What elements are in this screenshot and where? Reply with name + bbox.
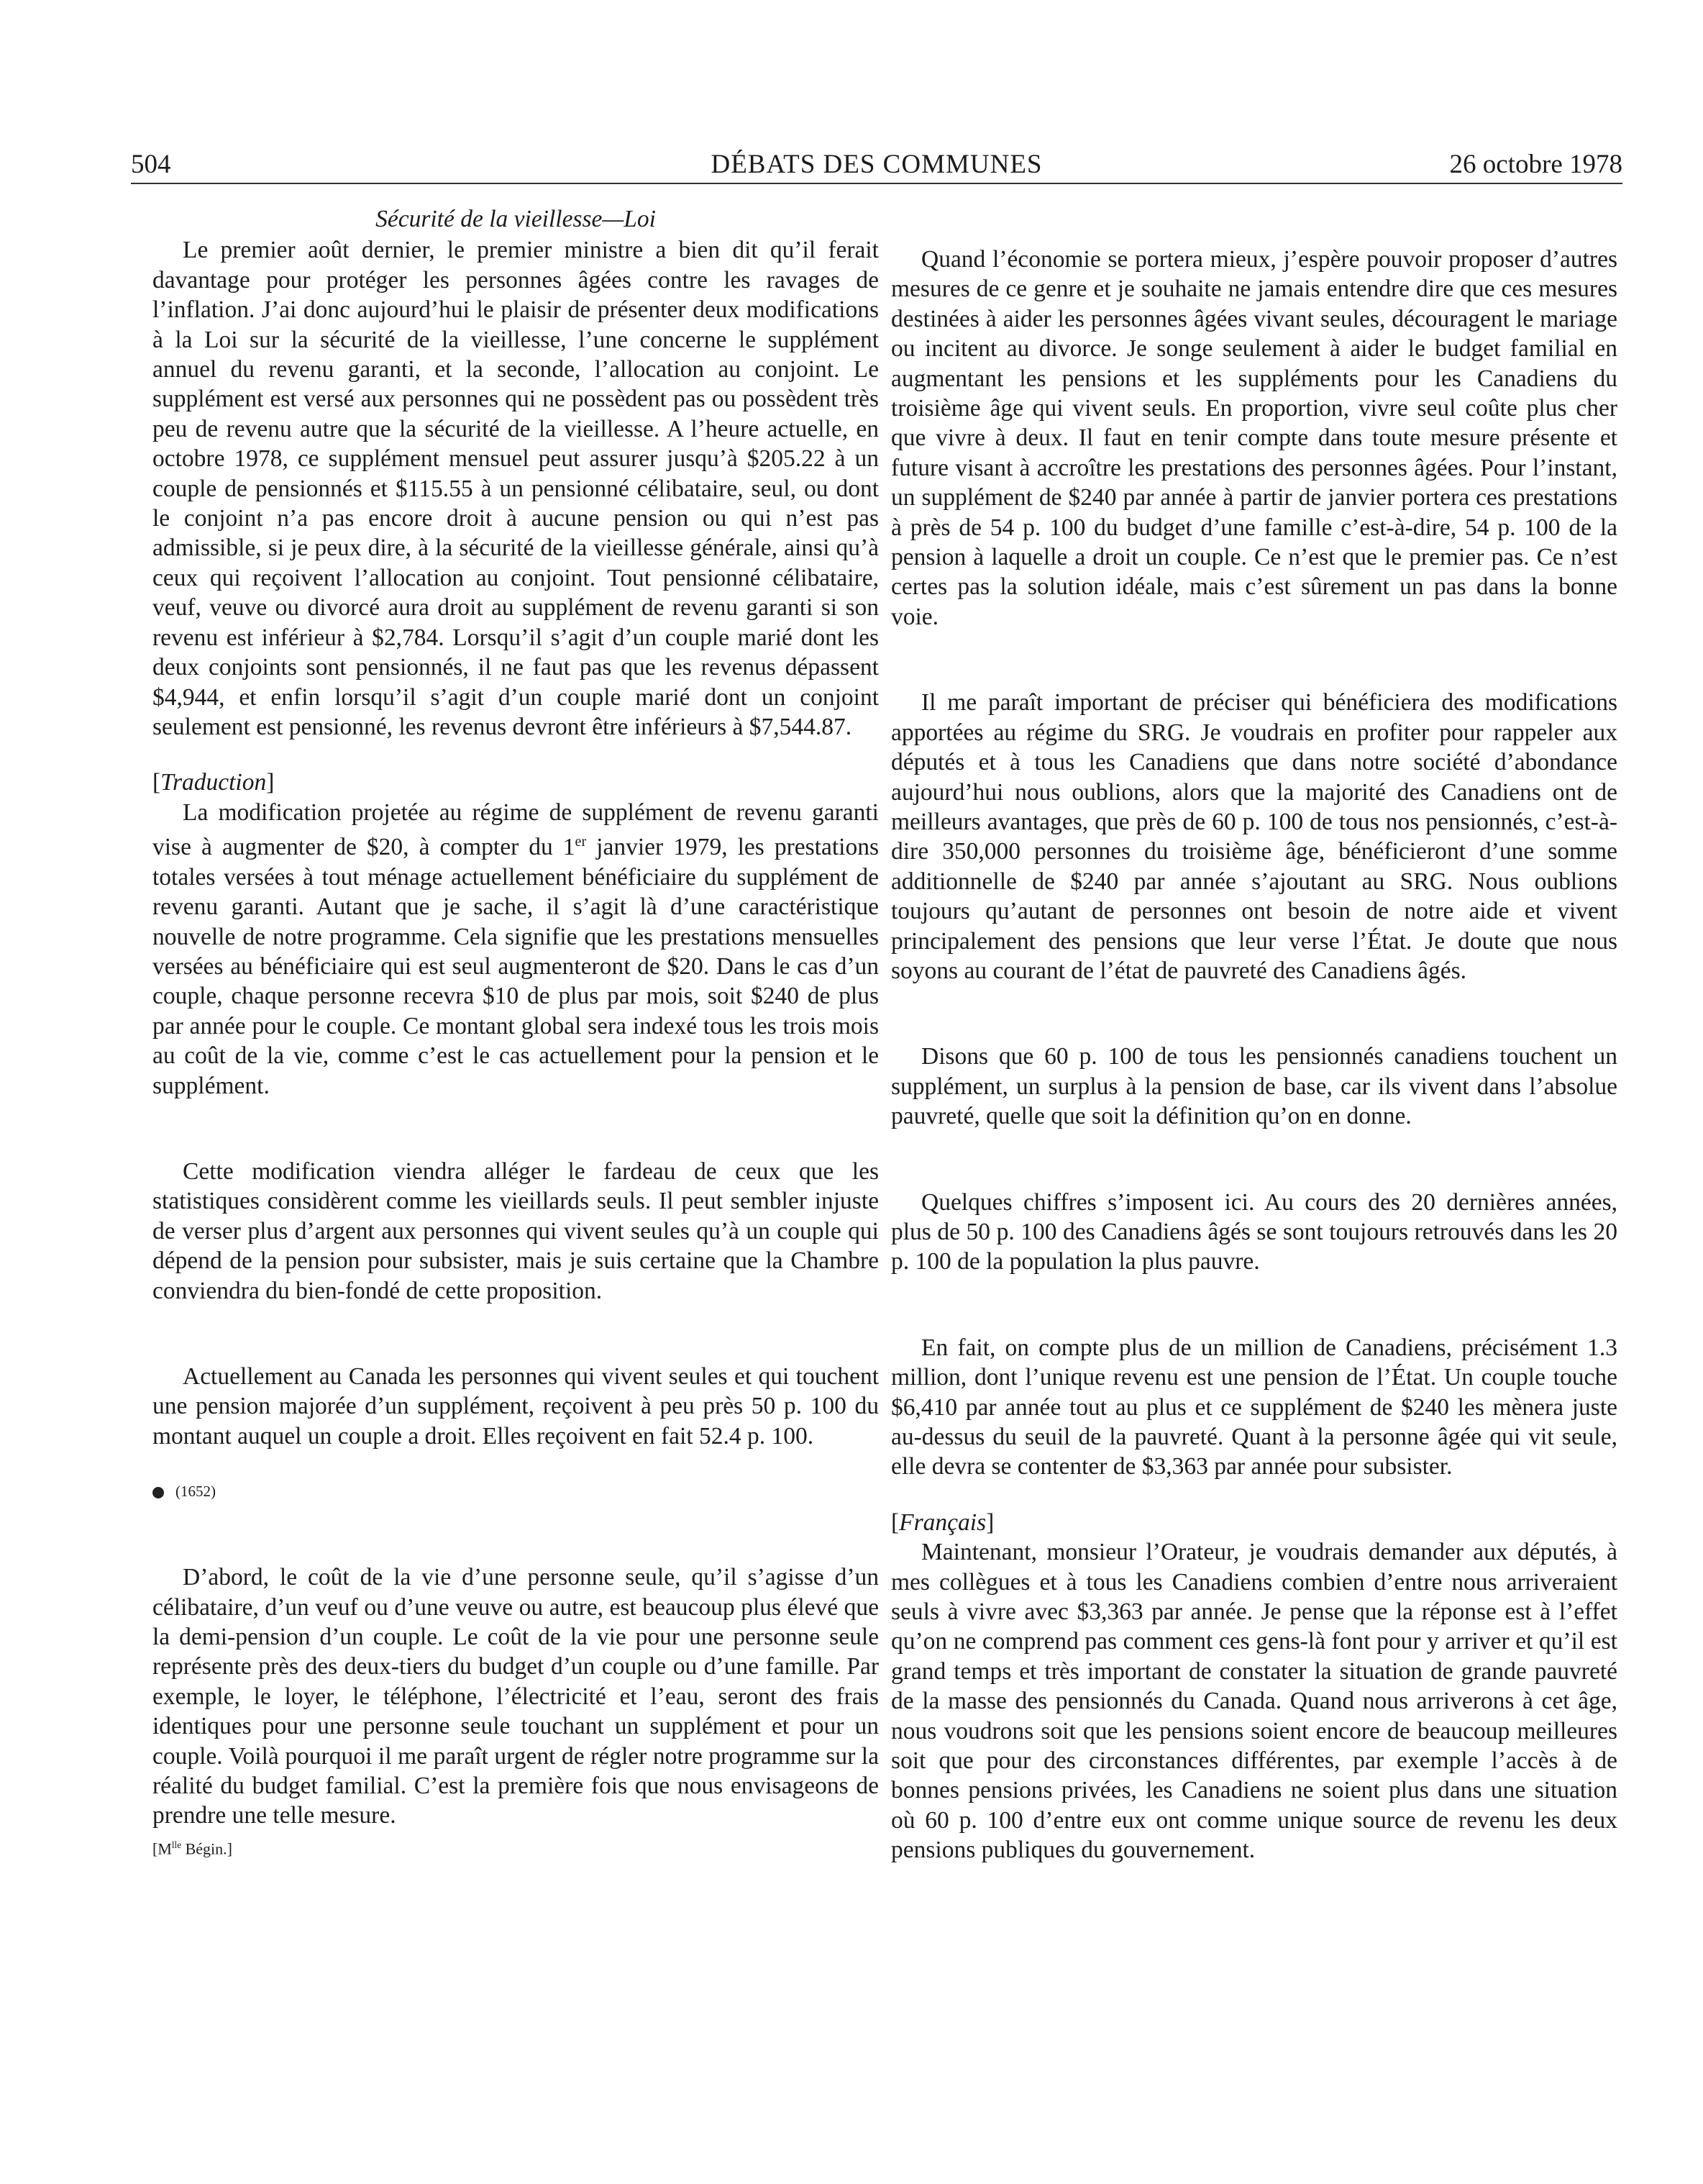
paragraph: Cette modification viendra alléger le fardeau de ceux que les statistiques considèrent comme les vieillards seuls. Il peut sembler injuste de verser plus d’argent aux personnes qui vivent seules qu’à un couple qui dépend de la pension pour subsister, mais je suis certaine que la Chambre conviendra du bien-fondé de cette proposition. xyxy=(152,1157,879,1304)
left-column xyxy=(152,204,879,1863)
bullet-icon xyxy=(152,1487,164,1498)
paragraph: Actuellement au Canada les personnes qui vivent seules et qui touchent une pension majorée d’un supplément, reçoivent à peu près 50 p. 100 du montant auquel un couple a droit. Elles reçoivent en fait 52.4 p. 100. xyxy=(152,1362,879,1450)
paragraph: La modification projetée au régime de supplément de revenu garanti vise à augmenter de $20, à compter du 1er janvier 1979, les prestations totales versées à tout ménage actuellement bénéficiaire du supplément de revenu garanti. Autant que je sache, il s’agit là d’une caractéristique nouvelle de notre programme. Cela signifie que les prestations mensuelles versées au bénéficiaire qui est seul augmenteront de $20. Dans le cas d’un couple, chaque personne recevra $10 de plus par mois, soit $240 de plus par année pour le couple. Ce montant global sera indexé tous les trois mois au coût de la vie, comme c’est le cas actuellement pour la pension et le supplément. xyxy=(152,798,879,1099)
paragraph: En fait, on compte plus de un million de Canadiens, précisément 1.3 million, dont l’unique revenu est une pension de l’État. Un couple touche $6,410 par année tout au plus et ce supplément de $240 les mènera juste au-dessus du seuil de la pauvreté. Quant à la personne âgée qui vit seule, elle devra se contenter de $3,363 par année pour subsister. xyxy=(891,1334,1617,1480)
right-column xyxy=(891,245,1617,1865)
page-number: 504 xyxy=(131,150,171,179)
publication-date: 26 octobre 1978 xyxy=(1449,150,1622,179)
paragraph: Disons que 60 p. 100 de tous les pensionnés canadiens touchent un supplément, un surplus à la pension de base, car ils vivent dans l’absolue pauvreté, quelle que soit la définition qu’on en donne. xyxy=(891,1043,1617,1130)
paragraph: D’abord, le coût de la vie d’une personne seule, qu’il s’agisse d’un célibataire, d’un veuf ou d’une veuve ou autre, est beaucoup plus élevé que la demi-pension d’un couple. Le coût de la vie pour une personne seule représente près des deux-tiers du budget d’un couple ou d’une famille. Par exemple, le loyer, le téléphone, l’électricité et l’eau, seront des frais identiques pour une personne seule touchant un supplément et pour un couple. Voilà pourquoi il me paraît urgent de régler notre programme sur la réalité du budget familial. C’est la première fois que nous envisageons de prendre une telle mesure. xyxy=(152,1564,879,1829)
page-header xyxy=(131,147,1622,184)
time-marker: (1652) xyxy=(152,1477,879,1506)
paragraph: Quand l’économie se portera mieux, j’espère pouvoir proposer d’autres mesures de ce genre et je souhaite ne jamais entendre dire que ces mesures destinées à aider les personnes âgées vivant seules, découragent le mariage ou incitent au divorce. Je songe seulement à aider le budget familial en augmentant les pensions et les suppléments pour les Canadiens du troisième âge qui vivent seuls. En proportion, vivre seul coûte plus cher que vivre à deux. Il faut en tenir compte dans toute mesure présente et future visant à accroître les prestations des personnes âgées. Pour l’instant, un supplément de $240 par année à partir de janvier portera ces prestations à près de 54 p. 100 du budget d’une famille c’est-à-dire, 54 p. 100 de la pension à laquelle a droit un couple. Ce n’est que le premier pas. Ce n’est certes pas la solution idéale, mais c’est sûrement un pas dans la bonne voie. xyxy=(891,246,1617,630)
paragraph: Il me paraît important de préciser qui bénéficiera des modifications apportées au régime du SRG. Je voudrais en profiter pour rappeler aux députés et à tous les Canadiens que dans notre société d’abondance aujourd’hui nous oublions, alors que la majorité des Canadiens ont de meilleurs avantages, que près de 60 p. 100 de tous nos pensionnés, c’est-à-dire 350,000 personnes du troisième âge, bénéficieront d’une somme additionnelle de $240 par année s’ajoutant au SRG. Nous oublions toujours qu’autant de personnes ont besoin de notre aide et vivent principalement des pensions que leur verse l’État. Je doute que nous soyons au courant de l’état de pauvreté des Canadiens âgés. xyxy=(891,689,1617,984)
subject-heading: Sécurité de la vieillesse—Loi xyxy=(375,206,656,232)
language-tag-francais: [Français] xyxy=(891,1509,995,1536)
speaker-attribution: [$M^{lle}$ Bégin.] xyxy=(152,1839,232,1858)
paragraph: Le premier août dernier, le premier ministre a bien dit qu’il ferait davantage pour protéger les personnes âgées contre les ravages de l’inflation. J’ai donc aujourd’hui le plaisir de présenter deux modifications à la Loi sur la sécurité de la vieillesse, l’une concerne le supplément annuel du revenu garanti, et la seconde, l’allocation au conjoint. Le supplément est versé aux personnes qui ne possèdent pas ou possèdent très peu de revenu autre que la sécurité de la vieillesse. A l’heure actuelle, en octobre 1978, ce supplément mensuel peut assurer jusqu’à $205.22 à un couple de pensionnés et $115.55 à un pensionné célibataire, seul, ou dont le conjoint n’a pas encore droit à aucune pension ou qui n’est pas admissible, si je peux dire, à la sécurité de la vieillesse générale, ainsi qu’à ceux qui reçoivent l’allocation au conjoint. Tout pensionné célibataire, veuf, veuve ou divorcé aura droit au supplément de revenu garanti si son revenu est inférieur à $2,784. Lorsqu’il s’agit d’un couple marié dont les deux conjoints sont pensionnés, il ne faut pas que les revenus dépassent $4,944, et enfin lorsqu’il s’agit d’un couple marié dont un conjoint seulement est pensionné, les revenus devront être inférieurs à $7,544.87. xyxy=(152,237,879,740)
paragraph: Quelques chiffres s’imposent ici. Au cours des 20 dernières années, plus de 50 p. 100 des Canadiens âgés se sont toujours retrouvés dans les 20 p. 100 de la population la plus pauvre. xyxy=(891,1188,1617,1275)
paragraph: Maintenant, monsieur l’Orateur, je voudrais demander aux députés, à mes collègues et à tous les Canadiens combien d’entre nous arriveraient seuls à vivre avec $3,363 par année. Je pense que la réponse est à l’effet qu’on ne comprend pas comment ces gens-là font pour y arriver et qu’il est grand temps et très important de constater la situation de grande pauvreté de la masse des pensionnés du Canada. Quand nous arriverons à cet âge, nous voudrons soit que les pensions soient encore de beaucoup meilleures soit que pour des circonstances différentes, par exemple l’accès à de bonnes pensions privées, les Canadiens ne soient plus dans une situation où 60 p. 100 d’entre eux ont comme unique source de revenu les deux pensions publiques du gouvernement. xyxy=(891,1539,1617,1864)
language-tag-traduction: [Traduction] xyxy=(152,769,275,796)
publication-title: DÉBATS DES COMMUNES xyxy=(711,150,1043,179)
